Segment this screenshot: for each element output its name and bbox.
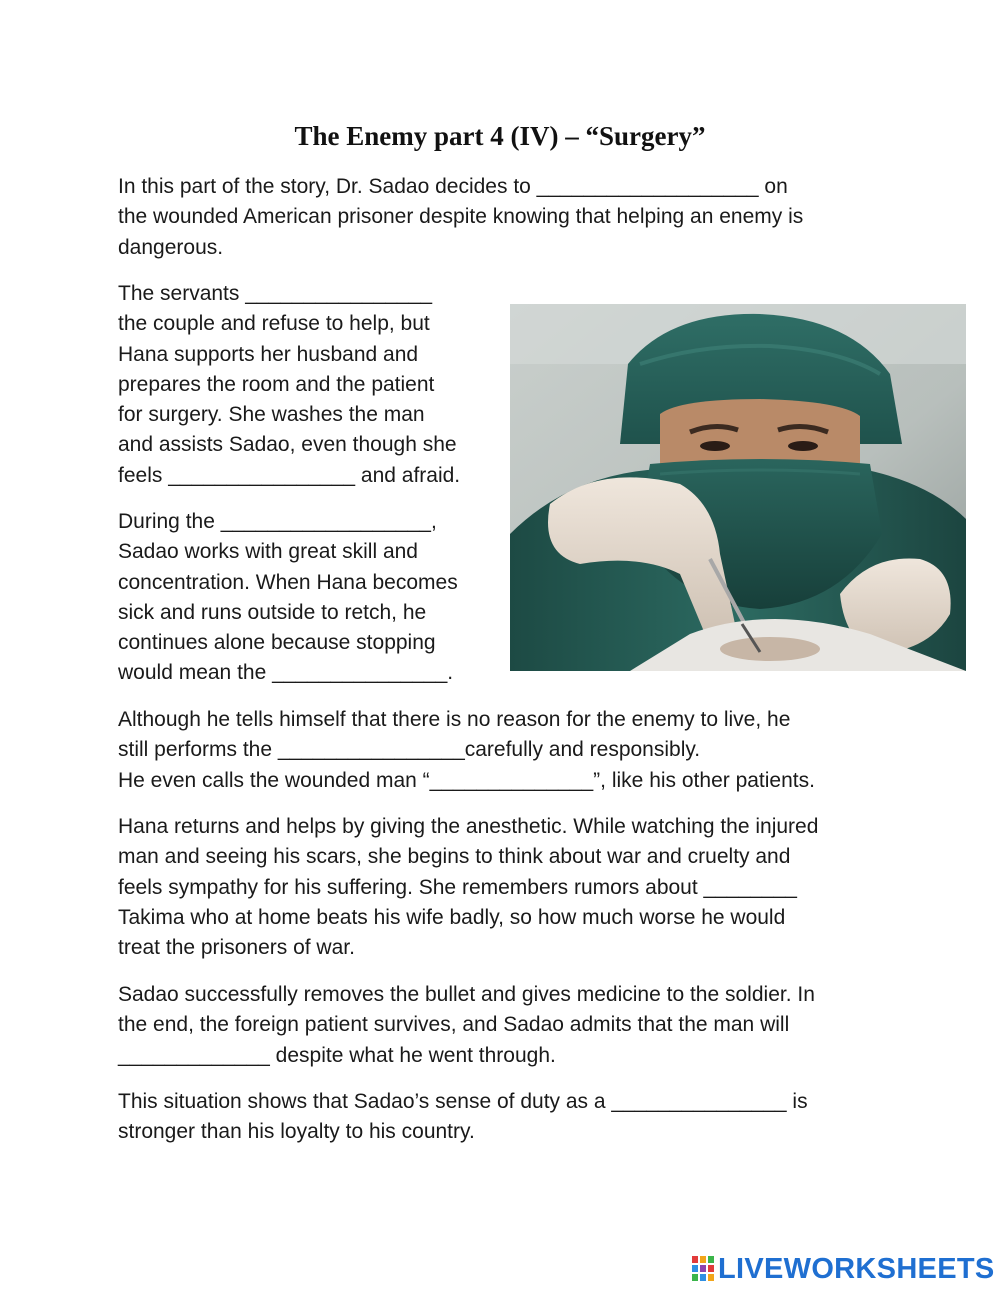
text-line: Hana returns and helps by giving the anesthetic. While watching the injured bbox=[118, 815, 819, 838]
text-line: for surgery. She washes the man bbox=[118, 403, 425, 427]
text-line: prepares the room and the patient bbox=[118, 372, 435, 396]
text-line: and assists Sadao, even though she bbox=[118, 433, 457, 457]
text-line: continues alone because stopping bbox=[118, 631, 436, 655]
text-line: stronger than his loyalty to his country. bbox=[118, 1120, 475, 1144]
text-line: In this part of the story, Dr. Sadao decides to ___________________ on bbox=[118, 175, 788, 198]
text-line: the end, the foreign patient survives, and Sadao admits that the man will bbox=[118, 1013, 790, 1037]
paragraph-1 bbox=[118, 172, 803, 263]
page-title: The Enemy part 4 (IV) – “Surgery” bbox=[294, 121, 706, 151]
text-line: feels ________________ and afraid. bbox=[118, 463, 461, 487]
text-line: Hana supports her husband and bbox=[118, 342, 419, 366]
paragraph-7 bbox=[118, 1087, 808, 1148]
text-line: This situation shows that Sadao’s sense of duty as a _______________ is bbox=[118, 1090, 808, 1113]
text-line: treat the prisoners of war. bbox=[118, 936, 355, 960]
text-line: concentration. When Hana becomes bbox=[118, 570, 458, 594]
text-line: dangerous. bbox=[118, 235, 224, 259]
text-line: sick and runs outside to retch, he bbox=[118, 600, 427, 624]
text-line: Although he tells himself that there is no reason for the enemy to live, he bbox=[118, 708, 791, 731]
paragraph-4 bbox=[118, 705, 815, 796]
text-line: Takima who at home beats his wife badly, so how much worse he would bbox=[118, 905, 786, 929]
text-line: During the __________________, bbox=[118, 510, 437, 533]
text-line: man and seeing his scars, she begins to think about war and cruelty and bbox=[118, 845, 791, 869]
text-line: the couple and refuse to help, but bbox=[118, 312, 430, 336]
paragraph-2 bbox=[118, 279, 460, 491]
text-line: He even calls the wounded man “______________”, like his other patients. bbox=[118, 768, 815, 792]
text-line: would mean the _______________. bbox=[118, 661, 454, 685]
liveworksheets-wordmark: LIVEWORKSHEETS bbox=[718, 1252, 995, 1285]
text-line: Sadao successfully removes the bullet and gives medicine to the soldier. In bbox=[118, 983, 815, 1006]
liveworksheets-logo bbox=[692, 1253, 995, 1285]
text-line: the wounded American prisoner despite knowing that helping an enemy is bbox=[118, 205, 804, 229]
text-line: still performs the ________________carefully and responsibly. bbox=[118, 738, 701, 762]
liveworksheets-mark-icon bbox=[692, 1256, 714, 1282]
text-line: feels sympathy for his suffering. She remembers rumors about ________ bbox=[118, 875, 797, 899]
paragraph-6 bbox=[118, 980, 815, 1071]
text-line: _____________ despite what he went through. bbox=[118, 1043, 556, 1067]
text-line: The servants ________________ bbox=[118, 282, 433, 305]
text-line: Sadao works with great skill and bbox=[118, 540, 418, 564]
paragraph-3 bbox=[118, 507, 458, 689]
paragraph-5 bbox=[118, 812, 818, 963]
surgeon-photo bbox=[510, 304, 966, 671]
